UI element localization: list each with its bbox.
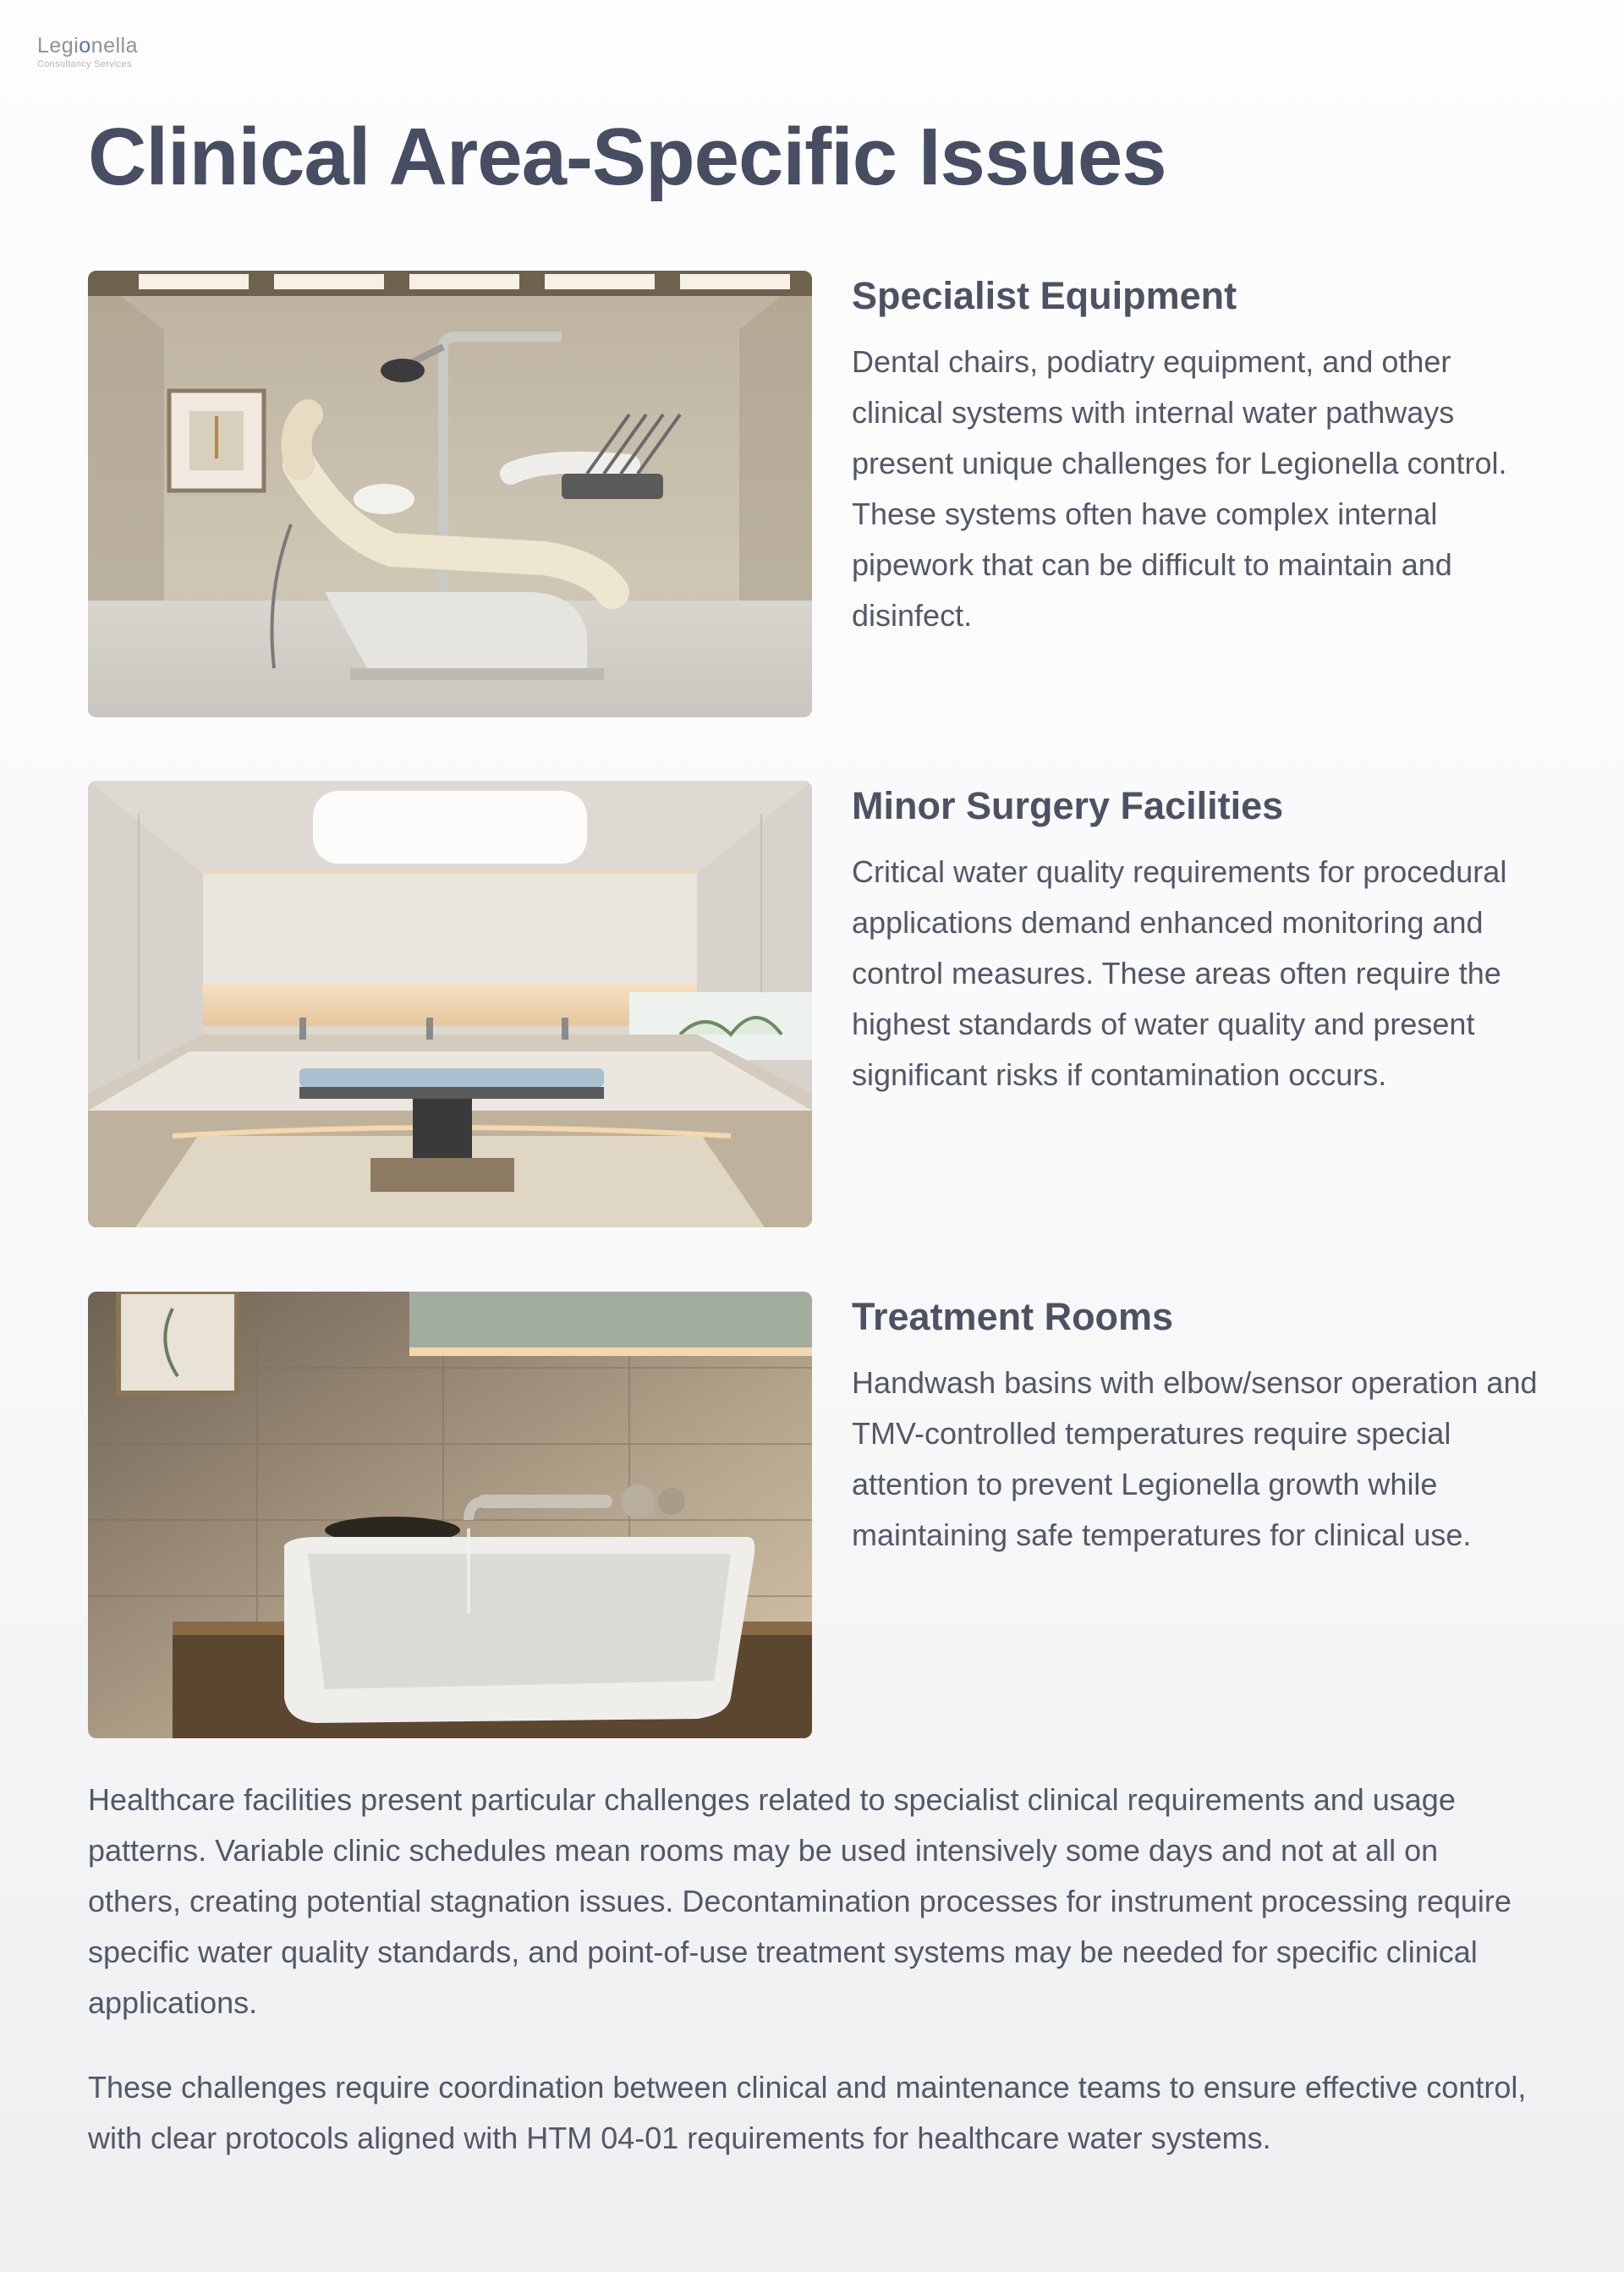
intro-paragraph-healthcare: Healthcare facilities present particular challenges related to specialist clinical requirements and usage patterns. Variable clinic schedules mean rooms may be used intensively some days and not at all on others, creating potential stagnation issues. Decontamination processes for instrument processing require specific water quality standards, and point-of-use treatment systems may be needed for specific clinical applications. [88, 1782, 1512, 2020]
surgery-room-photo [88, 781, 812, 1227]
section-minor-surgery [88, 781, 1536, 1227]
closing-paragraph-coordination: These challenges require coordination between clinical and maintenance teams to ensure effective control, with clear protocols aligned with HTM 04-01 requirements for healthcare water systems. [88, 2070, 1527, 2155]
logo-wordmark: Legionella [37, 34, 138, 58]
section-title: Specialist Equipment [852, 274, 1237, 317]
minor-surgery-text [852, 781, 1545, 1100]
specialist-equipment-text [852, 271, 1545, 641]
page-title: Clinical Area-Specific Issues [88, 112, 1166, 202]
section-body: Handwash basins with elbow/sensor operation and TMV-controlled temperatures require special attention to prevent Legionella growth while maintaining safe temperatures for clinical use. [852, 1365, 1538, 1552]
section-title: Minor Surgery Facilities [852, 784, 1284, 827]
section-body: Dental chairs, podiatry equipment, and other clinical systems with internal water pathways present unique challenges for Legionella control. These systems often have complex internal pipework that can be difficult to maintain and disinfect. [852, 344, 1507, 633]
handwash-basin-photo [88, 1292, 812, 1738]
section-specialist-equipment [88, 271, 1536, 717]
treatment-rooms-text [852, 1292, 1545, 1561]
logo [37, 34, 138, 70]
section-treatment-rooms [88, 1292, 1536, 1738]
section-body: Critical water quality requirements for procedural applications demand enhanced monitoring and control measures. These areas often require the highest standards of water quality and present significant risks if contamination occurs. [852, 854, 1507, 1092]
logo-subtitle: Consultancy Services [37, 59, 132, 69]
section-title: Treatment Rooms [852, 1295, 1174, 1338]
dental-chair-photo [88, 271, 812, 717]
